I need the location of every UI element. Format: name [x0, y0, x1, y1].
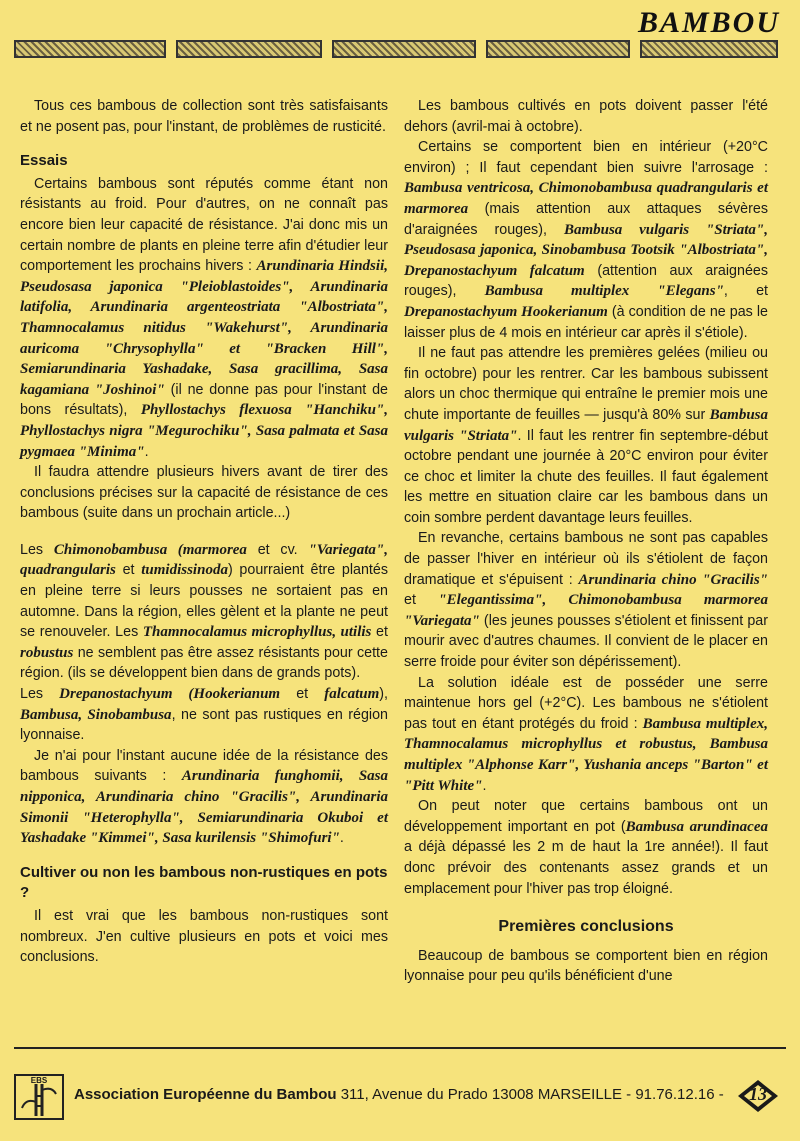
text-run: On peut noter que certains bambous ont un développement important en pot (: [404, 798, 768, 835]
species-list: Arundinaria funghomii, Sasa nipponica, Arundinaria chino "Gracilis", Arundinaria Simonii "Heterophylla", Semiarundinaria Okuboi et Yashadake "Kimmei", Sasa kurilensis "Shimofuri": [20, 768, 388, 847]
species-name: falcatum: [324, 686, 380, 703]
growth-paragraph: [404, 796, 768, 899]
section-title-cultiver: Cultiver ou non les bambous non-rustiques en pots ?: [20, 863, 388, 902]
punctuation: .: [144, 443, 149, 460]
text-run: . Il faut les rentrer fin septembre-début octobre pendant une journée à 20°C environ pour éviter ce choc et limiter la chute des feuilles. Il faut également les mettre en situation claire car les bambous dans un coin sombre perdent davantage leurs feuilles.: [404, 427, 768, 526]
text-run: , ne sont pas rustiques en région lyonnaise.: [20, 706, 388, 744]
species-name: Drepanostachyum Hookerianum: [404, 303, 608, 320]
text-run: ),: [379, 686, 388, 703]
species-name: Bambusa vulgaris "Striata", Pseudosasa japonica, Sinobambusa Tootsik "Albostriata", Drepanostachyum falcatum: [404, 221, 768, 279]
species-name: "Variegata", quadrangularis: [20, 541, 388, 579]
winter-paragraph: [404, 528, 768, 672]
text-run: ne semblent pas être assez résistants pour cette région. (ils se développent bien dans de grands pots).: [20, 644, 388, 682]
text-run: , et: [723, 283, 769, 300]
bar-separator: [628, 40, 642, 58]
greenhouse-paragraph: [404, 673, 768, 797]
species-name: Bambusa arundinacea: [625, 818, 768, 835]
ebs-logo: [14, 1074, 64, 1120]
text-run: et: [404, 592, 439, 609]
association-name: Association Européenne du Bambou: [74, 1086, 337, 1103]
text-run: et: [371, 624, 388, 641]
text-run: La solution idéale est de posséder une serre maintenue hors gel (+2°C). Les bambous ne s'étiolent pas tout en étant protégés du froid :: [404, 674, 768, 732]
conclusions-paragraph: Beaucoup de bambous se comportent bien en région lyonnaise pour peu qu'ils bénéficient d'une: [404, 947, 768, 985]
interior-paragraph: [404, 137, 768, 343]
species-name: Bambusa multiplex "Elegans": [484, 283, 724, 300]
association-address: 311, Avenue du Prado 13008 MARSEILLE - 91.76.12.16 -: [336, 1086, 724, 1103]
text-run: ) pourraient être plantés en pleine terre si leurs pousses ne sortaient pas en automne. Dans la région, elles gèlent et la plante ne peut se renouveler. Les: [20, 562, 388, 641]
text-run: (attention aux araignées rouges),: [404, 262, 769, 300]
species-name: Thamnocalamus microphyllus, utilis: [142, 624, 372, 641]
page-number-badge: [736, 1076, 780, 1116]
text-run: En revanche, certains bambous ne sont pas capables de passer l'hiver en intérieur où ils s'étiolent de façon dramatique et s'épuisent :: [404, 530, 768, 588]
essais-text: Certains bambous sont réputés comme étant non résistants au froid. Pour d'autres, on ne connaît pas encore bien leur capacité de résistance. J'ai donc mis un certain nombre de plants en pleine terre afin d'étudier leur comportement les prochains hivers :: [20, 175, 388, 275]
species-name: Bambusa ventricosa, Chimonobambusa quadrangularis et marmorea: [404, 180, 768, 217]
species-list: Phyllostachys flexuosa "Hanchiku", Phyllostachys nigra "Megurochiku", Sasa palmata et Sasa pygmaea "Minima": [20, 402, 388, 460]
text-run: Il ne faut pas attendre les premières gelées (milieu ou fin octobre) pour les rentrer. Car les bambous subissent alors un choc thermique qui entraîne le premier mois une chute importante de feuilles — jusqu'à 80% sur: [404, 345, 768, 423]
text-run: (à condition de ne pas le laisser plus de 4 mois en intérieur car après il s'étiole).: [404, 303, 768, 341]
resistance-paragraph: [20, 746, 388, 849]
bar-separator: [474, 40, 488, 58]
species-name: Drepanostachyum (Hookerianum: [59, 686, 281, 703]
section-title-conclusions: Premières conclusions: [498, 918, 674, 936]
pots-paragraph: Les bambous cultivés en pots doivent passer l'été dehors (avril-mai à octobre).: [404, 98, 768, 135]
drepanostachyum-paragraph: [20, 684, 388, 746]
page-footer: [14, 1062, 786, 1120]
left-column: [20, 96, 388, 968]
species-name: "Elegantissima", Chimonobambusa marmorea "Variegata": [404, 592, 768, 629]
species-list: Arundinaria Hindsii, Pseudosasa japonica "Pleioblastoides", Arundinaria latifolia, Arundinaria argenteostriata "Albostriata", Thamnocalamus nitidus "Wakehurst", Arundinaria auricoma "Chrysophylla" et "Bracken Hill", Semiarundinaria Yashadake, Sasa gracillima, Sasa kagamiana "Joshinoi": [20, 258, 388, 398]
bar-separator: [320, 40, 334, 58]
text-run: Certains se comportent bien en intérieur (+20°C environ) ; Il faut cependant bien suivre l'arrosage :: [404, 139, 768, 176]
species-name: Bambusa, Sinobambusa: [20, 706, 172, 723]
spacer: [20, 524, 388, 540]
text-run: Les: [20, 686, 60, 703]
page-number: 13: [749, 1084, 767, 1104]
text-run: (mais attention aux attaques sévères d'araignées rouges),: [404, 200, 768, 238]
species-name: Chimonobambusa (marmorea: [53, 541, 247, 558]
text-run: Je n'ai pour l'instant aucune idée de la résistance des bambous suivants :: [20, 747, 388, 785]
right-column: [404, 96, 768, 987]
text-run: Les: [20, 541, 54, 558]
footer-divider: [14, 1047, 786, 1049]
text-run: (les jeunes pousses s'étiolent et finissent par mourir avec d'autres chaumes. Il convient de le placer en serre froide pour éviter son dépérissement).: [404, 612, 768, 671]
species-name: Bambusa vulgaris "Striata": [404, 406, 768, 444]
cultiver-paragraph: Il est vrai que les bambous non-rustiques sont nombreux. J'en cultive plusieurs en pots et voici mes conclusions.: [20, 907, 388, 966]
intro-paragraph: Tous ces bambous de collection sont très satisfaisants et ne posent pas, pour l'instant, de problèmes de rusticité.: [20, 98, 388, 135]
bar-separator: [164, 40, 178, 58]
species-name: robustus: [20, 644, 74, 661]
text-run: et: [115, 562, 142, 579]
essais-paragraph: [20, 174, 388, 462]
section-title-essais: Essais: [20, 152, 68, 170]
species-list: Bambusa multiplex, Thamnocalamus microphyllus et robustus, Bambusa multiplex "Alphonse Karr", Yushania anceps "Barton" et "Pitt White": [404, 715, 768, 794]
punctuation: .: [339, 830, 344, 847]
page-header-title: BAMBOU: [637, 6, 780, 39]
essais-note: (il ne donne pas pour l'instant de bons résultats),: [20, 381, 388, 419]
chimonobambusa-paragraph: [20, 540, 388, 684]
species-name: Arundinaria chino "Gracilis": [578, 571, 768, 588]
species-name: tumidissinoda: [141, 562, 228, 579]
header-decorative-bar: [14, 40, 778, 58]
punctuation: .: [482, 777, 487, 794]
text-run: et: [280, 686, 325, 703]
text-run: et cv.: [246, 541, 309, 558]
frost-paragraph: [404, 343, 768, 528]
logo-label: EBS: [30, 1076, 48, 1085]
text-run: a déjà dépassé les 2 m de haut la 1re année!). Il faut donc prévoir des contenants assez grands et un emplacement pour l'hiver pas trop éloigné.: [404, 839, 768, 897]
essais-conclusion-paragraph: Il faudra attendre plusieurs hivers avant de tirer des conclusions précises sur la capacité de résistance de ces bambous (suite dans un prochain article...): [20, 464, 388, 522]
footer-address: [74, 1086, 724, 1103]
